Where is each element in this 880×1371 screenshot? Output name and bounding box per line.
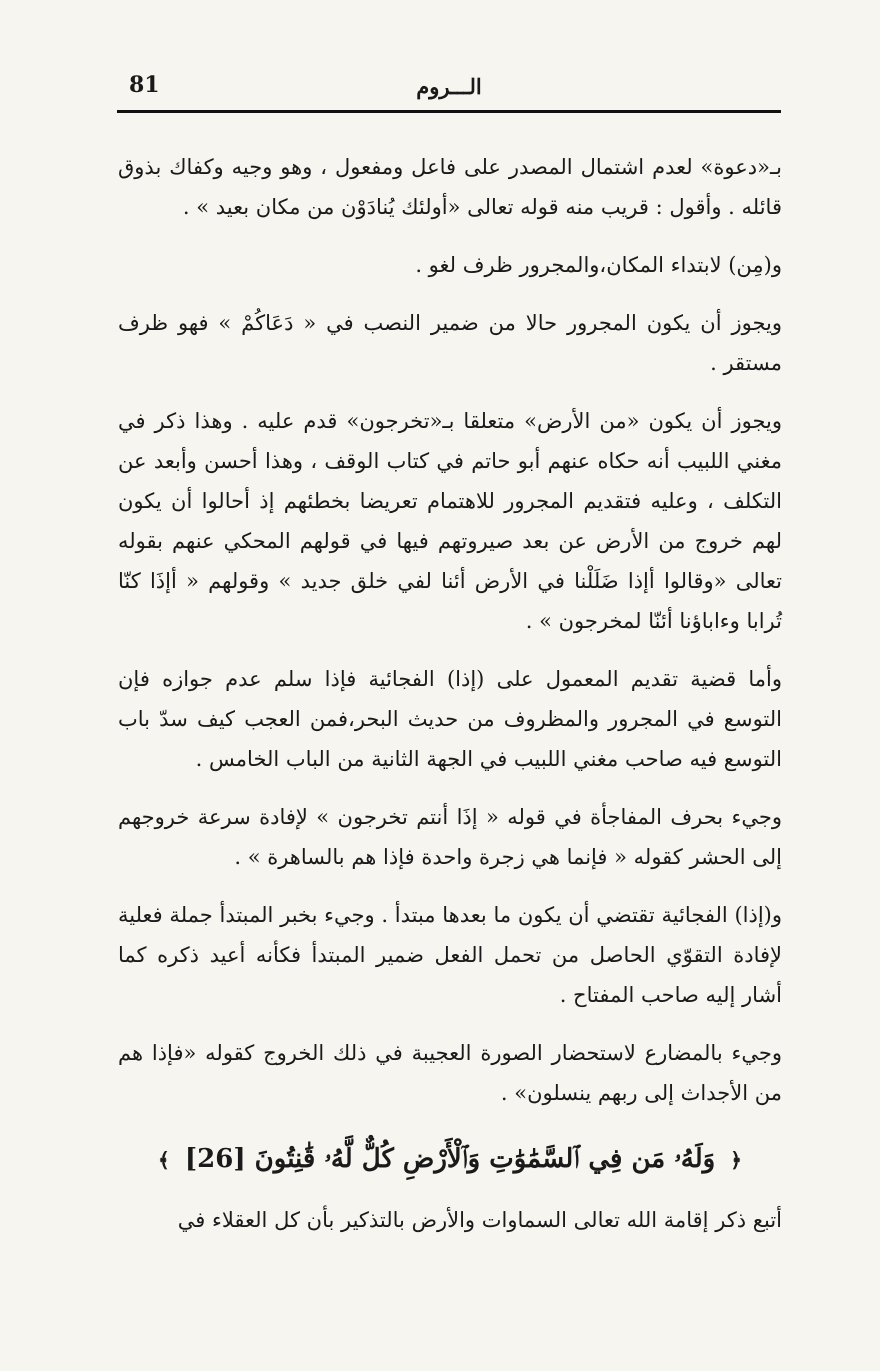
body-text <box>118 147 782 1240</box>
paragraph-6: وجيء بحرف المفاجأة في قوله « إذَا أنتم تخرجون » لإفادة سرعة خروجهم إلى الحشر كقوله « فإنما هي زجرة واحدة فإذا هم بالساهرة » . <box>118 805 782 869</box>
verse-close-ornament: ﴾ <box>158 1148 170 1172</box>
paragraph-4: ويجوز أن يكون «من الأرض» متعلقا بـ«تخرجون» قدم عليه . وهذا ذكر في مغني اللبيب أنه حكاه عنهم أبو حاتم في كتاب الوقف ، وهذا أحسن وأبعد عن التكلف ، وعليه فتقديم المجرور للاهتمام تعريضا بخطئهم إذ أحالوا أن يكون لهم خروج من الأرض عن بعد صيروتهم فيها في قولهم المحكي عنهم بقوله تعالى «وقالوا أإذا ضَلَلْنا في الأرض أئنا لفي خلق جديد » وقولهم « أإذَا كنّا تُرابا وءاباؤنا أئنّا لمخرجون » . <box>118 409 782 633</box>
page-number: 81 <box>129 72 160 98</box>
paragraph-7: و(إذا) الفجائية تقتضي أن يكون ما بعدها مبتدأ . وجيء بخبر المبتدأ جملة فعلية لإفادة التقوّي الحاصل من تحمل الفعل ضمير المبتدأ فكأنه أعيد ذكره كما أشار إليه صاحب المفتاح . <box>118 903 782 1007</box>
verse-text: وَلَهُۥ مَن فِي ٱلسَّمَٰوَٰتِ وَٱلْأَرْضِ كُلٌّ لَّهُۥ قَٰنِتُونَ [26] <box>184 1144 716 1174</box>
paragraph-1: بـ«دعوة» لعدم اشتمال المصدر على فاعل ومفعول ، وهو وجيه وكفاك بذوق قائله . وأقول : قريب منه قوله تعالى «أولئك يُنادَوْن من مكان بعيد » . <box>118 155 782 219</box>
paragraph-5: وأما قضية تقديم المعمول على (إذا) الفجائية فإذا سلم عدم جوازه فإن التوسع في المجرور والمظروف من حديث البحر،فمن العجب كيف سدّ باب التوسع فيه صاحب مغني اللبيب في الجهة الثانية من الباب الخامس . <box>118 667 782 771</box>
paragraph-2: و(مِن) لابتداء المكان،والمجرور ظرف لغو . <box>415 253 782 277</box>
paragraph-8: وجيء بالمضارع لاستحضار الصورة العجيبة في ذلك الخروج كقوله «فإذا هم من الأجداث إلى ربهم ينسلون» . <box>118 1041 782 1105</box>
paragraph-3: ويجوز أن يكون المجرور حالا من ضمير النصب في « دَعَاكُمْ » فهو ظرف مستقر . <box>118 311 782 375</box>
paragraph-final: أتبع ذكر إقامة الله تعالى السماوات والأرض بالتذكير بأن كل العقلاء في <box>177 1208 782 1232</box>
running-title: الـــروم <box>416 74 482 99</box>
quran-verse <box>118 1137 782 1182</box>
verse-open-ornament: ﴿ <box>730 1148 742 1172</box>
page-header <box>117 70 781 113</box>
